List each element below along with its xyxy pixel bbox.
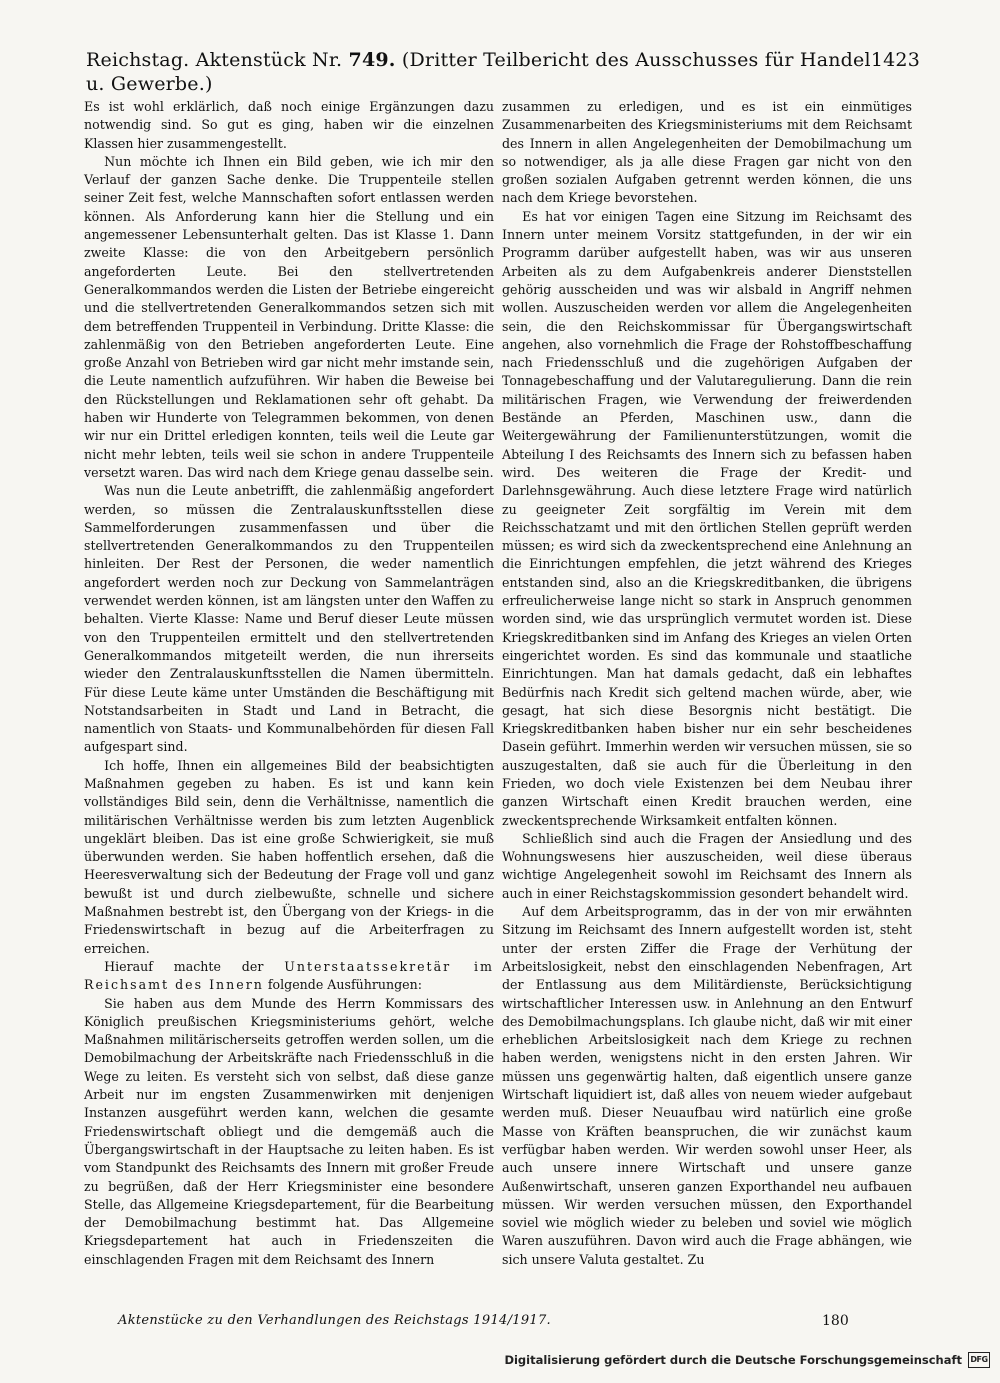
header-title xyxy=(86,48,871,96)
paragraph: Es ist wohl erklärlich, daß noch einige Ergänzungen dazu notwendig sind. So gut es ging, haben wir die einzelnen Klassen hier zusammengestellt. xyxy=(84,99,494,151)
dfg-logo-icon: DFG xyxy=(968,1352,990,1368)
header-subject: (Dritter Teilbericht des Ausschusses für Handel u. Gewerbe.) xyxy=(86,49,871,95)
right-column xyxy=(502,98,912,1269)
credit-text: Digitalisierung gefördert durch die Deutsche Forschungsgemeinschaft xyxy=(504,1353,962,1367)
paragraph: Ich hoffe, Ihnen ein allgemeines Bild der beabsichtigten Maßnahmen gegeben zu haben. Es ist und kann kein vollständiges Bild sein, denn die Verhältnisse, namentlich die militärischen Verhältnisse werden bis zum letzten Augenblick ungeklärt bleiben. Das ist eine große Schwierigkeit, sie muß überwunden werden. Sie haben hoffentlich ersehen, daß die Heeresverwaltung sich der Bedeutung der Frage voll und ganz bewußt ist und durch zielbewußte, schnelle und sichere Maßnahmen bestrebt ist, den Übergang von der Kriegs- in die Friedenswirtschaft in bezug auf die Arbeiterfragen zu erreichen. xyxy=(84,757,494,956)
page-header xyxy=(86,48,920,96)
page-number: 1423 xyxy=(870,49,920,71)
paragraph: Was nun die Leute anbetrifft, die zahlenmäßig angefordert werden, so müssen die Zentralauskunftsstellen diese Sammelforderungen zusammenfassen und über die stellvertretenden Generalkommandos zu den Truppenteilen hinleiten. Der Rest der Personen, die weder namentlich angefordert werden noch zur Deckung von Sammelanträgen verwendet werden können, ist am längsten unter den Waffen zu behalten. Vierte Klasse: Name und Beruf dieser Leute müssen von den Truppenteilen ermittelt und den stellvertretenden Generalkommandos mitgeteilt werden, die nun ihrerseits wieder den Zentralauskunftsstellen die Namen übermitteln. Für diese Leute käme unter Umständen die Beschäftigung mit Notstandsarbeiten in Stadt und Land in Betracht, die namentlich von Staats- und Kommunalbehörden für diesen Fall aufgespart sind. xyxy=(84,483,494,755)
document-number: 749. xyxy=(348,49,396,71)
paragraph: Es hat vor einigen Tagen eine Sitzung im Reichsamt des Innern unter meinem Vorsitz stattgefunden, in der wir ein Programm darüber aufgestellt haben, was wir aus unseren Arbeiten als zu dem Aufgabenkreis anderer Dienststellen gehörig ausscheiden und was wir alsbald in Angriff nehmen wollen. Auszuscheiden werden vor allem die Angelegenheiten sein, die den Reichskommissar für Übergangswirtschaft angehen, also vornehmlich die Frage der Rohstoffbeschaffung nach Friedensschluß und die zugehörigen Aufgaben der Tonnagebeschaffung und der Valutaregulierung. Dann die rein militärischen Fragen, wie Verwendung der freiwerdenden Bestände an Pferden, Maschinen usw., dann die Weitergewährung der Familienunterstützungen, womit die Abteilung I des Reichsamts des Innern sich zu befassen haben wird. Des weiteren die Frage der Kredit- und Darlehnsgewährung. Auch diese letztere Frage wird natürlich zu geeigneter Zeit sorgfältig im Verein mit dem Reichsschatzamt und mit den örtlichen Stellen geprüft werden müssen; es wird sich da zweckentsprechend eine Anlehnung an die Einrichtungen empfehlen, die jetzt während des Krieges entstanden sind, also an die Kriegskreditbanken, die übrigens erfreulicherweise lange nicht so stark in Anspruch genommen worden sind, wie das ursprünglich vermutet worden ist. Diese Kriegskreditbanken sind im Anfang des Krieges an vielen Orten eingerichtet worden. Es sind das kommunale und staatliche Einrichtungen. Man hat damals gedacht, daß ein lebhaftes Bedürfnis nach Kredit sich geltend machen würde, aber, wie gesagt, hat sich diese Besorgnis nicht bestätigt. Die Kriegskreditbanken haben bisher nur ein sehr bescheidenes Dasein geführt. Immerhin werden wir versuchen müssen, sie so auszugestalten, daß sie auch für die Überleitung in den Frieden, wo doch viele Existenzen bei dem Neubau ihrer ganzen Wirtschaft einen Kredit brauchen werden, eine zweckentsprechende Wirksamkeit entfalten können. xyxy=(502,208,912,828)
footer-source: Aktenstücke zu den Verhandlungen des Reichstags 1914/1917. xyxy=(118,1313,551,1328)
left-column xyxy=(84,98,494,1269)
paragraph: Schließlich sind auch die Fragen der Ansiedlung und des Wohnungswesens hier auszuscheiden, weil diese überaus wichtige Angelegenheit sowohl im Reichsamt des Innern als auch in einer Reichstagskommission gesondert behandelt wird. xyxy=(502,830,912,901)
paragraph: zusammen zu erledigen, und es ist ein einmütiges Zusammenarbeiten des Kriegsministeriums mit dem Reichsamt des Innern in allen Angelegenheiten der Demobilmachung um so notwendiger, als ja alle diese Fragen gar nicht von den großen sozialen Aufgaben getrennt werden können, die uns nach dem Kriege bevorstehen. xyxy=(502,99,912,206)
footer-sheet-number: 180 xyxy=(822,1313,849,1329)
speaker-intro xyxy=(84,958,494,995)
paragraph: Auf dem Arbeitsprogramm, das in der von mir erwähnten Sitzung im Reichsamt des Innern aufgestellt worden ist, steht unter der ersten Ziffer die Frage der Verhütung der Arbeitslosigkeit, nebst den einschlagenden Nebenfragen, Art der Entlassung aus dem Militärdienste, Berücksichtigung wirtschaftlicher Interessen usw. in Anlehnung an den Entwurf des Demobilmachungsplans. Ich glaube nicht, daß wir mit einer erheblichen Arbeitslosigkeit nach dem Kriege zu rechnen haben werden, wenigstens nicht in den ersten Jahren. Wir müssen uns gegenwärtig halten, daß eigentlich unsere ganze Wirtschaft liquidiert ist, daß alles von neuem wieder aufgebaut werden muß. Dieser Neuaufbau wird natürlich eine große Masse von Kräften beanspruchen, die wir zunächst kaum verfügbar haben werden. Wir werden sowohl unser Heer, als auch unsere innere Wirtschaft und unsere ganze Außenwirtschaft, unseren ganzen Exporthandel neu aufbauen müssen. Wir werden versuchen müssen, den Exporthandel soviel wie möglich wieder zu beleben und soviel wie möglich Waren auszuführen. Davon wird auch die Frage abhängen, wie sich unsere Valuta gestaltet. Zu xyxy=(502,904,912,1267)
paragraph: Nun möchte ich Ihnen ein Bild geben, wie ich mir den Verlauf der ganzen Sache denke. Die Truppenteile stellen seiner Zeit fest, welche Mannschaften sofort entlassen werden können. Als Anforderung kann hier die Stellung und ein angemessener Lebensunterhalt gelten. Das ist Klasse 1. Dann zweite Klasse: die von den Arbeitgebern persönlich angeforderten Leute. Bei den stellvertretenden Generalkommandos werden die Listen der Betriebe eingereicht und die stellvertretenden Generalkommandos setzen sich mit dem betreffenden Truppenteil in Verbindung. Dritte Klasse: die zahlenmäßig von den Betrieben angeforderten Leute. Eine große Anzahl von Betrieben wird gar nicht mehr imstande sein, die Leute namentlich aufzuführen. Wir haben die Beweise bei den Rückstellungen und Reklamationen sehr oft gehabt. Da haben wir Hunderte von Telegrammen bekommen, von denen wir nur ein Drittel erledigen konnten, teils weil die Leute gar nicht mehr lebten, teils weil sie schon in andere Truppenteile versetzt waren. Das wird nach dem Kriege genau dasselbe sein. xyxy=(84,153,494,480)
speaker-name: Unterstaatssekretär im Reichsamt des Innern xyxy=(84,958,494,993)
digitization-credit xyxy=(504,1352,990,1368)
speaker-intro-after: folgende Ausführungen: xyxy=(263,977,422,993)
header-left: Reichstag. Aktenstück Nr. xyxy=(86,49,343,71)
speaker-intro-before: Hierauf machte der xyxy=(104,958,285,974)
paragraph: Sie haben aus dem Munde des Herrn Kommissars des Königlich preußischen Kriegsministeriums gehört, welche Maßnahmen militärischerseits getroffen werden sollen, um die Demobilmachung der Arbeitskräfte nach Friedensschluß in die Wege zu leiten. Es versteht sich von selbst, daß diese ganze Arbeit nur im engsten Zusammenwirken mit denjenigen Instanzen ausgeführt werden kann, welchen die gesamte Friedenswirtschaft obliegt und die demgemäß auch die Übergangswirtschaft in der Hauptsache zu leiten haben. Es ist vom Standpunkt des Reichsamts des Innern mit großer Freude zu begrüßen, daß der Herr Kriegsminister eine besondere Stelle, das Allgemeine Kriegsdepartement, für die Bearbeitung der Demobilmachung bestimmt hat. Das Allgemeine Kriegsdepartement hat auch in Friedenszeiten die einschlagenden Fragen mit dem Reichsamt des Innern xyxy=(84,995,494,1267)
